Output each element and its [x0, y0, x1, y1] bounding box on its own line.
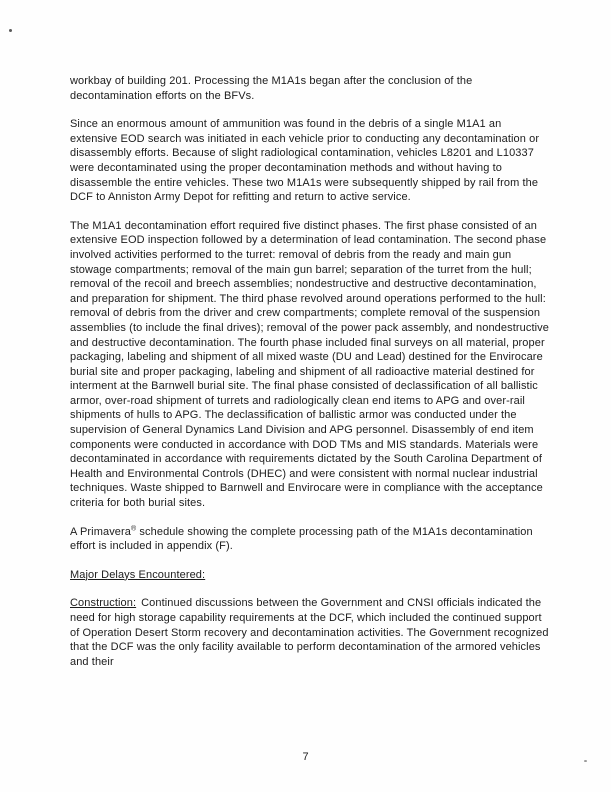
page-number: 7 [302, 751, 309, 763]
primavera-text-pre: A Primavera [70, 525, 132, 538]
document-body [70, 74, 549, 683]
paragraph-primavera [70, 525, 549, 554]
construction-label: Construction: [70, 597, 137, 610]
paragraph-workbay: workbay of building 201. Processing the M1A1s began after the conclusion of the decontamination efforts on the BFVs. [70, 75, 473, 102]
primavera-text-post: schedule showing the complete processing path of the M1A1s decontamination effort is included in appendix (F). [70, 525, 533, 553]
heading-major-delays-text: Major Delays Encountered: [70, 568, 206, 581]
heading-major-delays [70, 568, 549, 583]
paragraph-eod-search: Since an enormous amount of ammunition was found in the debris of a single M1A1 an extensive EOD search was initiated in each vehicle prior to conducting any decontamination or disassembly efforts. Because of slight radiological contamination, vehicles L8201 and L10337 were decontaminated using the proper decontamination methods and without having to disassemble the entire vehicles. These two M1A1s were subsequently shipped by rail from the DCF to Anniston Army Depot for refitting and return to active service. [70, 118, 540, 204]
scan-speck-bottom-right [584, 760, 587, 762]
paragraph-five-phases: The M1A1 decontamination effort required five distinct phases. The first phase consisted of an extensive EOD inspection followed by a determination of lead contamination. The second phase involved activities performed to the turret: removal of debris from the ready and main gun stowage compartments; removal of the main gun barrel; separation of the turret from the hull; removal of the recoil and breech assemblies; nondestructive and destructive decontamination, and preparation for shipment. The third phase revolved around operations performed to the hull: removal of debris from the driver and crew compartments; complete removal of the suspension assemblies (to include the final drives); removal of the power pack assembly, and nondestructive and destructive decontamination. The fourth phase included final surveys on all material, proper packaging, labeling and shipment of all mixed waste (DU and Lead) destined for the Envirocare burial site and proper packaging, labeling and shipment of all radioactive material destined for interment at the Barnwell burial site. The final phase consisted of declassification of all ballistic armor, over-road shipment of turrets and radiologically clean end items to APG and over-rail shipments of hulls to APG. The declassification of ballistic armor was conducted under the supervision of General Dynamics Land Division and APG personnel. Disassembly of end item components were conducted in accordance with DOD TMs and MIS standards. Materials were decontaminated in accordance with requirements dictated by the South Carolina Department of Health and Environmental Controls (DHEC) and were consistent with normal nuclear industrial techniques. Waste shipped to Barnwell and Envirocare were in compliance with the acceptance criteria for both burial sites. [70, 219, 549, 510]
paragraph-construction [70, 596, 549, 669]
construction-text: Continued discussions between the Government and CNSI officials indicated the need for high storage capability requirements at the DCF, which included the continued support of Operation Desert Storm recovery and decontamination activities. The Government recognized that the DCF was the only facility available to perform decontamination of the armored vehicles and their [70, 597, 549, 668]
scan-speck-top-left [9, 29, 12, 32]
registered-trademark-symbol: ® [131, 524, 137, 532]
